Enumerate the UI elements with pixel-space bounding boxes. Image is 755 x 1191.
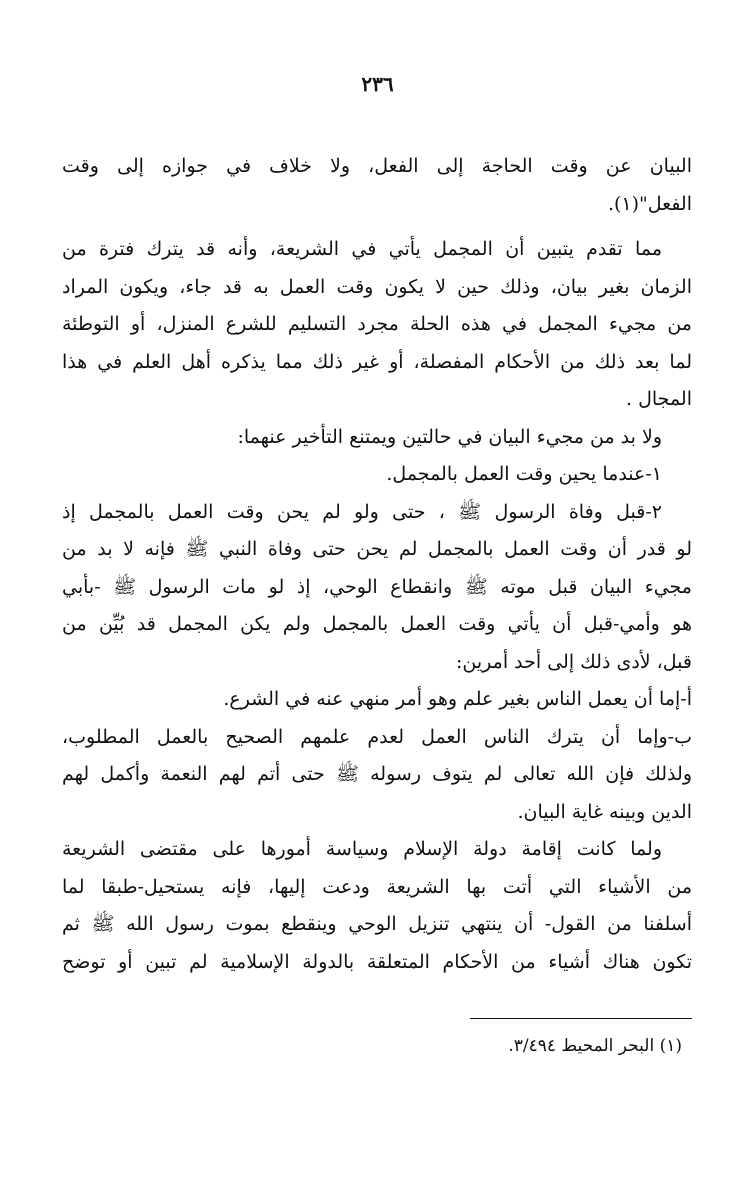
text-line: ولا بد من مجيء البيان في حالتين ويمتنع التأخير عنهما:	[237, 425, 662, 448]
text-line: مجيء البيان قبل موته ﷺ وانقطاع الوحي، إذ لو مات الرسول ﷺ -بأبي	[62, 575, 692, 598]
list-item: أ-إما أن يعمل الناس بغير علم وهو أمر منهي عنه في الشرع.	[223, 688, 692, 710]
text-line: الزمان بغير بيان، وذلك حين لا يكون وقت العمل به قد جاء، ويكون المراد	[62, 275, 692, 298]
text-line: ولذلك فإن الله تعالى لم يتوف رسوله ﷺ حتى أتم لهم النعمة وأكمل لهم	[62, 763, 692, 785]
text-line: البيان عن وقت الحاجة إلى الفعل، ولا خلاف في جوازه إلى وقت	[62, 155, 692, 177]
text-line: من الأشياء التي أتت بها الشريعة ودعت إليها، فإنه يستحيل-طبقا لما	[62, 875, 692, 898]
text-line: الدين وبينه غاية البيان.	[517, 800, 692, 823]
list-item: ب-وإما أن يترك الناس العمل لعدم علمهم الصحيح بالعمل المطلوب،	[62, 725, 692, 748]
page-number: ٢٣٦	[361, 72, 394, 96]
text-line: المجال .	[626, 388, 692, 410]
text-line: ولما كانت إقامة دولة الإسلام وسياسة أمورها على مقتضى الشريعة	[62, 838, 662, 860]
text-line: قبل، لأدى ذلك إلى أحد أمرين:	[456, 650, 692, 673]
text-line: الفعل"(١).	[607, 192, 692, 215]
text-line: لما بعد ذلك من الأحكام المفصلة، أو غير ذلك مما يذكره أهل العلم في هذا	[62, 350, 692, 373]
body-text	[62, 148, 692, 981]
text-line: لو قدر أن وقت العمل بالمجمل لم يحن حتى وفاة النبي ﷺ فإنه لا بد من	[62, 538, 692, 560]
text-line: أسلفنا من القول- أن ينتهي تنزيل الوحي وينقطع بموت رسول الله ﷺ ثم	[62, 913, 692, 935]
footnote-divider	[470, 1018, 692, 1019]
footnote: (١) البحر المحيط ٣/٤٩٤.	[508, 1036, 682, 1056]
text-line: هو وأمي-قبل أن يأتي وقت العمل بالمجمل ولم يكن المجمل قد بُيِّن من	[62, 613, 692, 635]
text-line: مما تقدم يتبين أن المجمل يأتي في الشريعة، وأنه قد يترك فترة من	[62, 238, 662, 260]
text-line: من مجيء المجمل في هذه الحلة مجرد التسليم للشرع المنزل، أو التوطئة	[62, 313, 692, 335]
list-item: ١-عندما يحين وقت العمل بالمجمل.	[386, 463, 662, 485]
list-item: ٢-قبل وفاة الرسول ﷺ ، حتى ولو لم يحن وقت العمل بالمجمل إذ	[62, 500, 662, 523]
text-line: تكون هناك أشياء من الأحكام المتعلقة بالدولة الإسلامية لم تبين أو توضح	[62, 950, 692, 973]
